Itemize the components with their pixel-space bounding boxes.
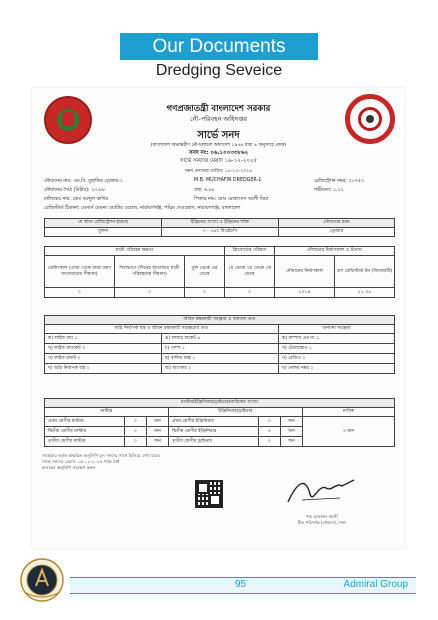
capacity-table [44, 246, 395, 298]
brand-name: Admiral Group [343, 579, 408, 590]
table-cell: ইঞ্জিনের সংখ্যা ও ইঞ্জিনের শক্তি [162, 219, 279, 228]
cert-government-name: গণপ্রজাতন্ত্রী বাংলাদেশ সরকার [166, 104, 271, 114]
qr-code-icon [195, 480, 223, 508]
table-cell: অগ্নি নির্বাপক যন্ত্র ও জীবন রক্ষাকারী সরঞ্জামের তথ্য [45, 325, 279, 334]
table-cell: ০ [225, 288, 275, 298]
table-cell: চ) পাম্প ১ [162, 344, 279, 354]
table-cell: ছ) বালির বাক্স ১ [162, 354, 279, 364]
table-cell: তৃতীয় শ্রেণীর মাস্টার [45, 437, 125, 447]
table-cell: নৌযানের ধরন [279, 219, 395, 228]
table-cell: মাস্টার [45, 408, 169, 417]
table-cell: খুলনা [45, 228, 162, 237]
table-cell: নৌযানের নির্মাণকাল ও টনেজ [275, 247, 395, 256]
footnote: সার্ভে সনদের মেয়াদ: ১৬-১২-২০২৫ পর্যন্ত বৈধ [42, 459, 120, 464]
table-cell: ৩ জন [303, 417, 395, 447]
table-cell: নাবিক [303, 408, 395, 417]
table-cell: ০ [259, 417, 281, 427]
cert-title: সার্ভে সনদ [197, 130, 240, 141]
cert-issue-date: সনদ প্রদানের তারিখ: ১৮-১২-২০২৪ [184, 169, 253, 174]
table-cell: ০ [125, 427, 147, 437]
table-cell: জন [147, 417, 169, 427]
cert-legal-note: (বাংলাদেশ অভ্যন্তরীণ নৌ-চলাচল অধ্যাদেশ ১৯৭৬ ধারা ৯ অনুসারে প্রদত্ত) [150, 143, 287, 148]
safety-equipment-table [44, 315, 395, 374]
table-cell: ক) কম্পাস এর নং ১ [279, 334, 395, 344]
table-cell: দ্বিতীয় শ্রেণীর ইঞ্জিনিয়ার [169, 427, 259, 437]
table-cell: ফ্রিবোর্ডের পরিমাণ [225, 247, 275, 256]
table-cell: প্রথম শ্রেণীর মাস্টার [45, 417, 125, 427]
cert-expiry: সার্ভে সনদের মেয়াদ ১৬-১২-২০২৫ [179, 158, 258, 164]
table-cell: মাস্টার/ইঞ্জিনিয়ার/ড্রাইভার/নাবিকের সংখ্যা [45, 399, 395, 408]
table-cell: ইঞ্জিনিয়ার/ড্রাইভার [169, 408, 303, 417]
table-cell: ঘ) নোঙ্গর নম্বর ২ [279, 364, 395, 374]
table-cell: জন [147, 427, 169, 437]
table-cell: খ) টেলেস্কোপ ১ [279, 344, 395, 354]
registration-table [44, 218, 395, 237]
table-cell: ঙ) ফায়ার বাকেট ৪ [162, 334, 279, 344]
cert-number: সনদ নং: ০৬.১০০৩৩৮৬২ [188, 150, 249, 156]
table-cell: ০ [125, 417, 147, 427]
admiral-group-logo-icon [20, 558, 64, 602]
table-cell: খ) লাইফ জ্যাকেট ৩ [45, 344, 162, 354]
table-cell: ০ [259, 437, 281, 447]
page-number: 95 [235, 579, 247, 590]
table-cell: যাত্রী পরিবহন ক্ষমতা [45, 247, 225, 256]
footer-bar [70, 577, 416, 594]
table-cell: প্রথম শ্রেণীর ইঞ্জিনিয়ার [169, 417, 259, 427]
table-cell: নৌযানের নির্মাণকাল [275, 256, 335, 288]
cert-department: নৌ-পরিবহন অধিদপ্তর [189, 115, 247, 123]
table-cell: জন [147, 437, 169, 447]
table-cell: ক) লাইফ বয়া ১ [45, 334, 162, 344]
survey-certificate: গণপ্রজাতন্ত্রী বাংলাদেশ সরকার নৌ-পরিবহন অধিদপ্তর সার্ভে সনদ (বাংলাদেশ অভ্যন্তরীণ নৌ-চলাচল অধ্যাদেশ ১৯৭৬ ধারা ৯ অনুসারে প্রদত্ত) সনদ নং: ০৬.১০০৩৩৮৬২ সার্ভে সনদের মেয়াদ ১৬-১২-২০২৫ সনদ প্রদানের তারিখ: ১৮-১২-২০২৪ নৌযানের নাম: এম.বি. মুছাফির ড্রেজার-১ M.B. MUCHAFIR DREDGER-1 রেজিস্ট্রেশন নম্বর: ২০৭৫৩ নৌযানের দৈর্ঘ্য (মিটার): ২৩.৮৮ প্রস্থ: ৬.৮৮ গভীরতা: ১.২২ মালিকের নাম: মোঃ আব্দুল কাদির পিতার নাম: মোঃ মোকাদেস আলী মিয়া রেজিস্টার্ড ঠিকানা: মেসার্স মেঘনা ওয়াটার ওয়েজ, নারায়ণগঞ্জ, পদ্মিম দেওভোগ, নারায়ণগঞ্জ, বাংলাদেশ যে স্থানে রেজিস্ট্রেশন হয়েছে ইঞ্জিনের সংখ্যা ও ইঞ্জিনের শক্তি নৌযানের ধরন খুলনা ৩ - ৫৯০ বিএইচপি ড্রেজার যাত্রী পরিবহন ক্ষমতা ফ্রিবোর্ডের পরিমাণ নৌযানের নির্মাণকাল ও টনেজ ডেকিংকাল (প্রথম থেকে যাত্রা ভ্রমণ যাতায়াতের সীমানা) দিবাভাগে (দিনের আলোতে যাত্রী পরিবহনের সীমানা) ফুল ডেকে ওর ডেকে ১ম ডেকে ২য় ডেকে ৩য় ডেকে নৌযানের নির্মাণকাল গ্রস রেজিস্টার্ড টন (জিআরটি) ০ ০ ০ ০ ২০১৯ ২১.৩৫ জীবন রক্ষাকারী সরঞ্জাম ও অন্যান্য তথ্য অগ্নি নির্বাপক যন্ত্র ও জীবন রক্ষাকারী সরঞ্জামের তথ্য অন্যান্য সরঞ্জাম ক) লাইফ বয়া ১ ঙ) ফায়ার বাকেট ৪ ক) কম্পাস এর নং ১ খ) লাইফ জ্যাকেট ৩ চ) পাম্প ১ খ) টেলেস্কোপ ১ গ) লাইফ রাফট ০ ছ) বালির বাক্স ১ গ) রেডিও ০ ঘ) অগ্নি নির্বাপক যন্ত্র ২ জ) অ্যাংকর ২ ঘ) নোঙ্গর নম্বর ২ মাস্টার/ইঞ্জিনিয়ার/ড্রাইভার/নাবিকের সংখ্যা মাস্টার ইঞ্জিনিয়ার/ড্রাইভার নাবিক প্রথম শ্রেণীর মাস্টার ০ জন প্রথম শ্রেণীর ইঞ্জিনিয়ার ০ জন ৩ জন দ্বিতীয় শ্রেণীর মাস্টার ০ জন দ্বিতীয় শ্রেণীর ইঞ্জিনিয়ার ০ জন তৃতীয় শ্রেণীর মাস্টার ০ জন তৃতীয় শ্রেণীর ড্রাইভার ০ জন সার্ভেয়ার কর্তৃক স্বাক্ষরিত অনুলিপি মূল সনদের সাথে মিলিয়ে দেখা যাবে। সার্ভে সনদের মেয়াদ: ১৬-১২-২০২৫ পর্যন্ত বৈধ চালকের অনুলিপি সংরক্ষণ করুন শাহ মোহাম্মদ আলী চীফ পরিদর্শক (নৌযান), ঢাকা [32, 88, 405, 548]
page-title-banner: Our Documents [120, 33, 318, 60]
page-subtitle: Dredging Seveice [155, 62, 283, 79]
table-cell: ০ [125, 437, 147, 447]
table-cell: জীবন রক্ষাকারী সরঞ্জাম ও অন্যান্য তথ্য [45, 316, 395, 325]
table-cell: ২০১৯ [275, 288, 335, 298]
table-cell: দিবাভাগে (দিনের আলোতে যাত্রী পরিবহনের সীমানা) [115, 256, 185, 288]
table-cell: দ্বিতীয় শ্রেণীর মাস্টার [45, 427, 125, 437]
table-cell: ৩ - ৫৯০ বিএইচপি [162, 228, 279, 237]
table-cell: ১ম ডেকে ২য় ডেকে ৩য় ডেকে [225, 256, 275, 288]
table-cell: তৃতীয় শ্রেণীর ড্রাইভার [169, 437, 259, 447]
table-cell: জন [281, 437, 303, 447]
footnote: চালকের অনুলিপি সংরক্ষণ করুন [42, 465, 96, 470]
table-cell: যে স্থানে রেজিস্ট্রেশন হয়েছে [45, 219, 162, 228]
table-cell: ডেকিংকাল (প্রথম থেকে যাত্রা ভ্রমণ যাতায়াতের সীমানা) [45, 256, 115, 288]
table-cell: জন [281, 417, 303, 427]
table-cell: ০ [45, 288, 115, 298]
table-cell: জন [281, 427, 303, 437]
table-cell: ফুল ডেকে ওর ডেকে [185, 256, 225, 288]
table-cell: গ) রেডিও ০ [279, 354, 395, 364]
footnote: সার্ভেয়ার কর্তৃক স্বাক্ষরিত অনুলিপি মূল সনদের সাথে মিলিয়ে দেখা যাবে। [42, 453, 161, 458]
table-cell: ঘ) অগ্নি নির্বাপক যন্ত্র ২ [45, 364, 162, 374]
table-cell: ড্রেজার [279, 228, 395, 237]
table-cell: গ্রস রেজিস্টার্ড টন (জিআরটি) [335, 256, 395, 288]
table-cell: ০ [185, 288, 225, 298]
signature-icon [280, 474, 360, 510]
signer-office: চীফ পরিদর্শক (নৌযান), ঢাকা [297, 520, 347, 525]
table-cell: ০ [259, 427, 281, 437]
table-cell: জ) অ্যাংকর ২ [162, 364, 279, 374]
signer-name: শাহ মোহাম্মদ আলী [306, 514, 338, 519]
table-cell: ০ [115, 288, 185, 298]
table-cell: ২১.৩৫ [335, 288, 395, 298]
table-cell: গ) লাইফ রাফট ০ [45, 354, 162, 364]
table-cell: অন্যান্য সরঞ্জাম [279, 325, 395, 334]
crew-table [44, 398, 395, 447]
